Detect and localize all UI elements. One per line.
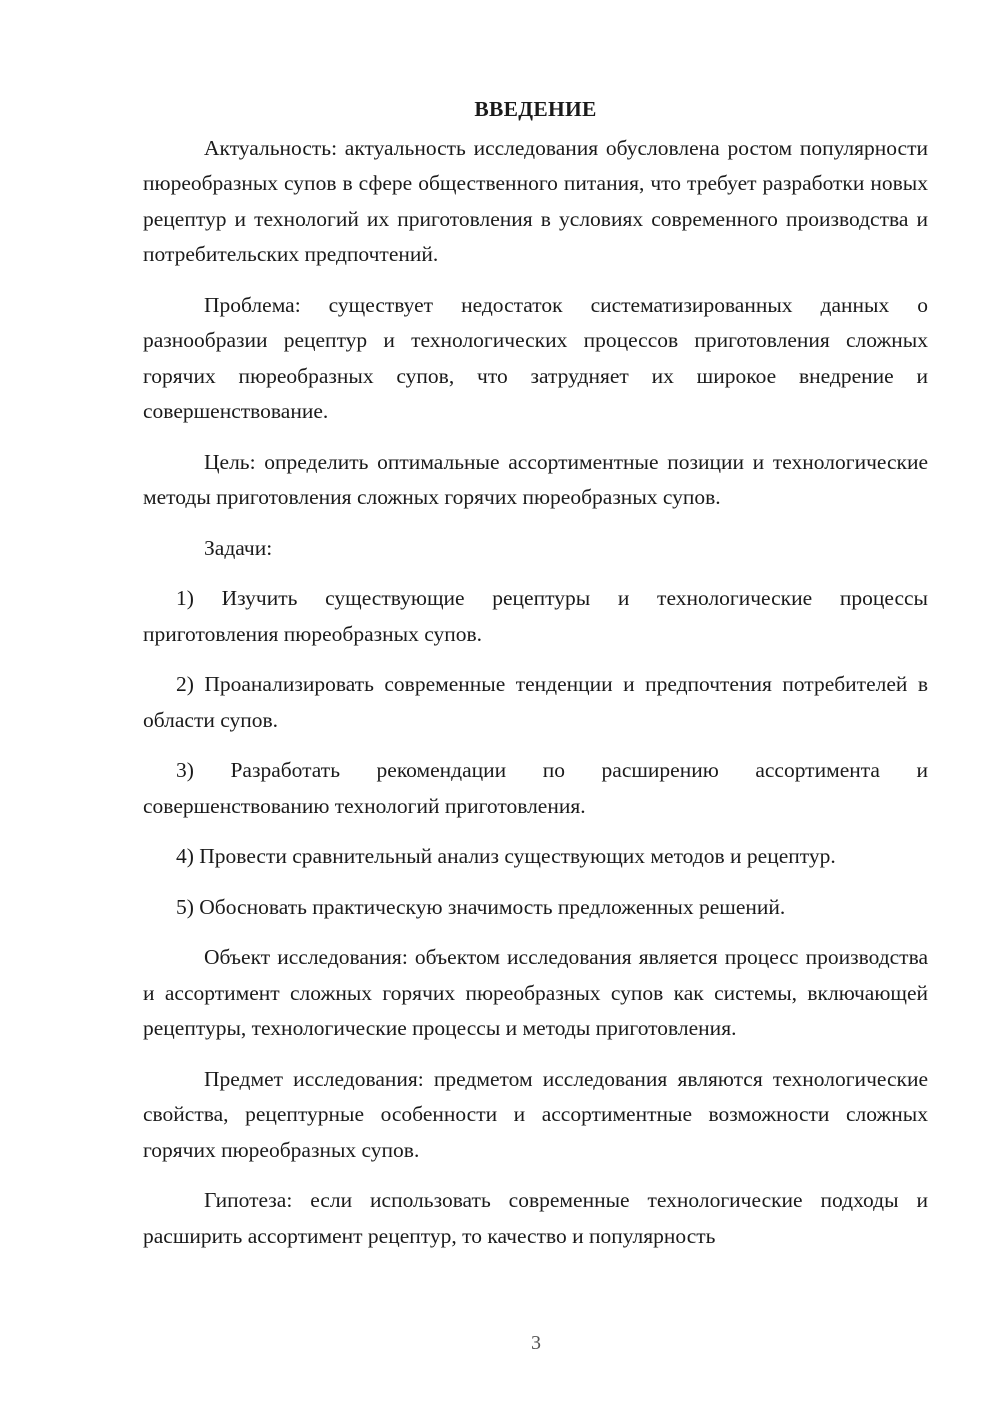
section-heading: ВВЕДЕНИЕ: [474, 97, 597, 121]
task-item-1: 1) Изучить существующие рецептуры и технологические процессы приготовления пюреобразных супов.: [143, 586, 928, 646]
task-item-3: 3) Разработать рекомендации по расширению ассортимента и совершенствованию технологий приготовления.: [143, 758, 928, 818]
paragraph-subject: Предмет исследования: предметом исследования являются технологические свойства, рецептурные особенности и ассортиментные возможности сложных горячих пюреобразных супов.: [143, 1066, 928, 1162]
task-item-5: 5) Обосновать практическую значимость предложенных решений.: [176, 894, 786, 919]
page-number: 3: [531, 1332, 541, 1354]
paragraph-goal: Цель: определить оптимальные ассортиментные позиции и технологические методы приготовления сложных горячих пюреобразных супов.: [143, 449, 928, 509]
task-item-4: 4) Провести сравнительный анализ существующих методов и рецептур.: [176, 844, 836, 868]
task-item-2: 2) Проанализировать современные тенденции и предпочтения потребителей в области супов.: [143, 672, 928, 732]
tasks-label: Задачи:: [204, 535, 273, 560]
paragraph-relevance: Актуальность: актуальность исследования обусловлена ростом популярности пюреобразных супов в сфере общественного питания, что требует разработки новых рецептур и технологий их приготовления в условиях современного производства и потребительских предпочтений.: [143, 135, 928, 266]
document-page: [143, 92, 928, 1269]
paragraph-problem: Проблема: существует недостаток систематизированных данных о разнообразии рецептур и технологических процессов приготовления сложных горячих пюреобразных супов, что затрудняет их широкое внедрение и совершенствование.: [143, 292, 928, 423]
paragraph-hypothesis: Гипотеза: если использовать современные технологические подходы и расширить ассортимент рецептур, то качество и популярность: [143, 1188, 928, 1248]
paragraph-object: Объект исследования: объектом исследования является процесс производства и ассортимент сложных горячих пюреобразных супов как системы, включающей рецептуры, технологические процессы и методы приготовления.: [143, 945, 928, 1040]
